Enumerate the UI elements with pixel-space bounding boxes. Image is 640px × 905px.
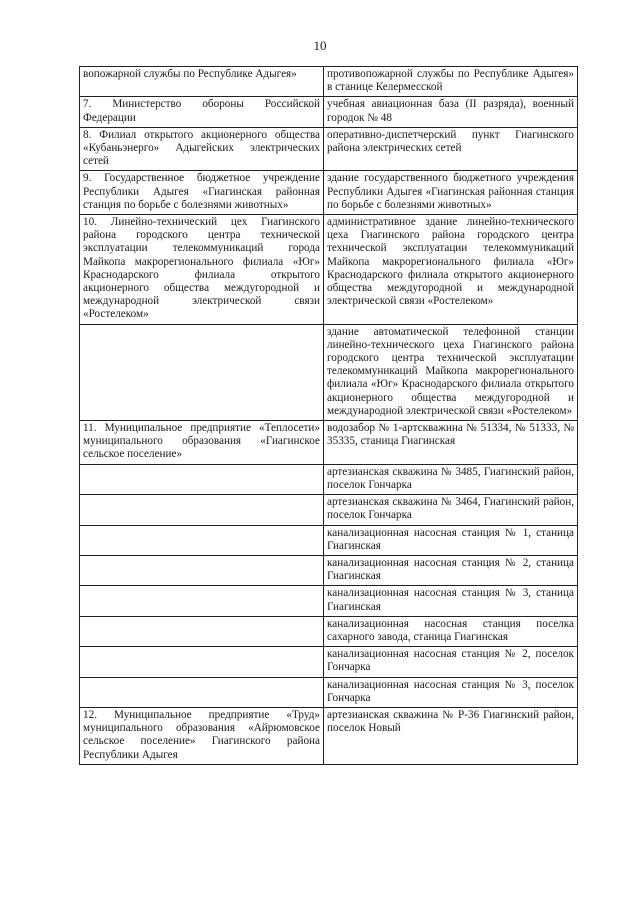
table-row xyxy=(80,677,578,707)
organization-cell: вопожарной службы по Республике Адыгея» xyxy=(80,67,324,97)
facility-cell: артезианская скважина № Р-36 Гиагинский район, поселок Новый xyxy=(324,707,578,764)
table-row xyxy=(80,495,578,525)
facility-cell: канализационная насосная станция № 2, поселок Гончарка xyxy=(324,647,578,677)
empty-cell xyxy=(80,324,324,420)
empty-cell xyxy=(80,586,324,616)
organization-cell: 9. Государственное бюджетное учреждение Республики Адыгея «Гиагинская районная станция по борьбе с болезнями животных» xyxy=(80,171,324,215)
table-row xyxy=(80,555,578,585)
empty-cell xyxy=(80,677,324,707)
table-row xyxy=(80,97,578,127)
organization-cell: 10. Линейно-технический цех Гиагинского района городского центра технической эксплуатации телекоммуникаций города Майкопа макрорегионального филиала «Юг» Краснодарского филиала открытого акционерного общества междугородной и международной электрической связи «Ростелеком» xyxy=(80,215,324,325)
facility-cell: учебная авиационная база (II разряда), военный городок № 48 xyxy=(324,97,578,127)
empty-cell xyxy=(80,464,324,494)
facilities-table xyxy=(79,66,578,765)
table-row xyxy=(80,707,578,764)
table-row xyxy=(80,421,578,465)
organization-cell: 7. Министерство обороны Российской Федерации xyxy=(80,97,324,127)
facility-cell: водозабор № 1-артскважина № 51334, № 51333, № 35335, станица Гиагинская xyxy=(324,421,578,465)
facility-cell: административное здание линейно-технического цеха Гиагинского района городского центра технической эксплуатации телекоммуникаций Майкопа макрорегионального филиала «Юг» Краснодарского филиала открытого акционерного общества междугородной и международной электрической связи «Ростелеком» xyxy=(324,215,578,325)
empty-cell xyxy=(80,555,324,585)
facility-cell: здание автоматической телефонной станции линейно-технического цеха Гиагинского района городского центра технической эксплуатации телекоммуникаций Майкопа макрорегионального филиала «Юг» Краснодарского филиала открытого акционерного общества междугородной и международной электрической связи «Ростелеком» xyxy=(324,324,578,420)
facility-cell: канализационная насосная станция № 3, поселок Гончарка xyxy=(324,677,578,707)
table-row xyxy=(80,586,578,616)
empty-cell xyxy=(80,495,324,525)
table-row xyxy=(80,215,578,325)
facility-cell: канализационная насосная станция № 3, станица Гиагинская xyxy=(324,586,578,616)
facility-cell: артезианская скважина № 3485, Гиагинский район, поселок Гончарка xyxy=(324,464,578,494)
organization-cell: 11. Муниципальное предприятие «Теплосети» муниципального образования «Гиагинское сельское поселение» xyxy=(80,421,324,465)
organization-cell: 8. Филиал открытого акционерного общества «Кубаньэнерго» Адыгейских электрических сетей xyxy=(80,127,324,171)
empty-cell xyxy=(80,616,324,646)
facility-cell: оперативно-диспетчерский пункт Гиагинского района электрических сетей xyxy=(324,127,578,171)
table-row xyxy=(80,171,578,215)
facility-cell: канализационная насосная станция № 1, станица Гиагинская xyxy=(324,525,578,555)
facility-cell: канализационная насосная станция поселка сахарного завода, станица Гиагинская xyxy=(324,616,578,646)
table-row xyxy=(80,464,578,494)
table-row xyxy=(80,525,578,555)
table-row xyxy=(80,647,578,677)
facility-cell: здание государственного бюджетного учреждения Республики Адыгея «Гиагинская районная станция по борьбе с болезнями животных» xyxy=(324,171,578,215)
empty-cell xyxy=(80,647,324,677)
table-row xyxy=(80,67,578,97)
facility-cell: артезианская скважина № 3464, Гиагинский район, поселок Гончарка xyxy=(324,495,578,525)
table-row xyxy=(80,616,578,646)
empty-cell xyxy=(80,525,324,555)
page-number: 10 xyxy=(313,38,327,53)
facility-cell: канализационная насосная станция № 2, станица Гиагинская xyxy=(324,555,578,585)
table-row xyxy=(80,324,578,420)
facility-cell: противопожарной службы по Республике Адыгея» в станице Келермесской xyxy=(324,67,578,97)
table-row xyxy=(80,127,578,171)
organization-cell: 12. Муниципальное предприятие «Труд» муниципального образования «Айрюмовское сельское поселение» Гиагинского района Республики Адыгея xyxy=(80,707,324,764)
